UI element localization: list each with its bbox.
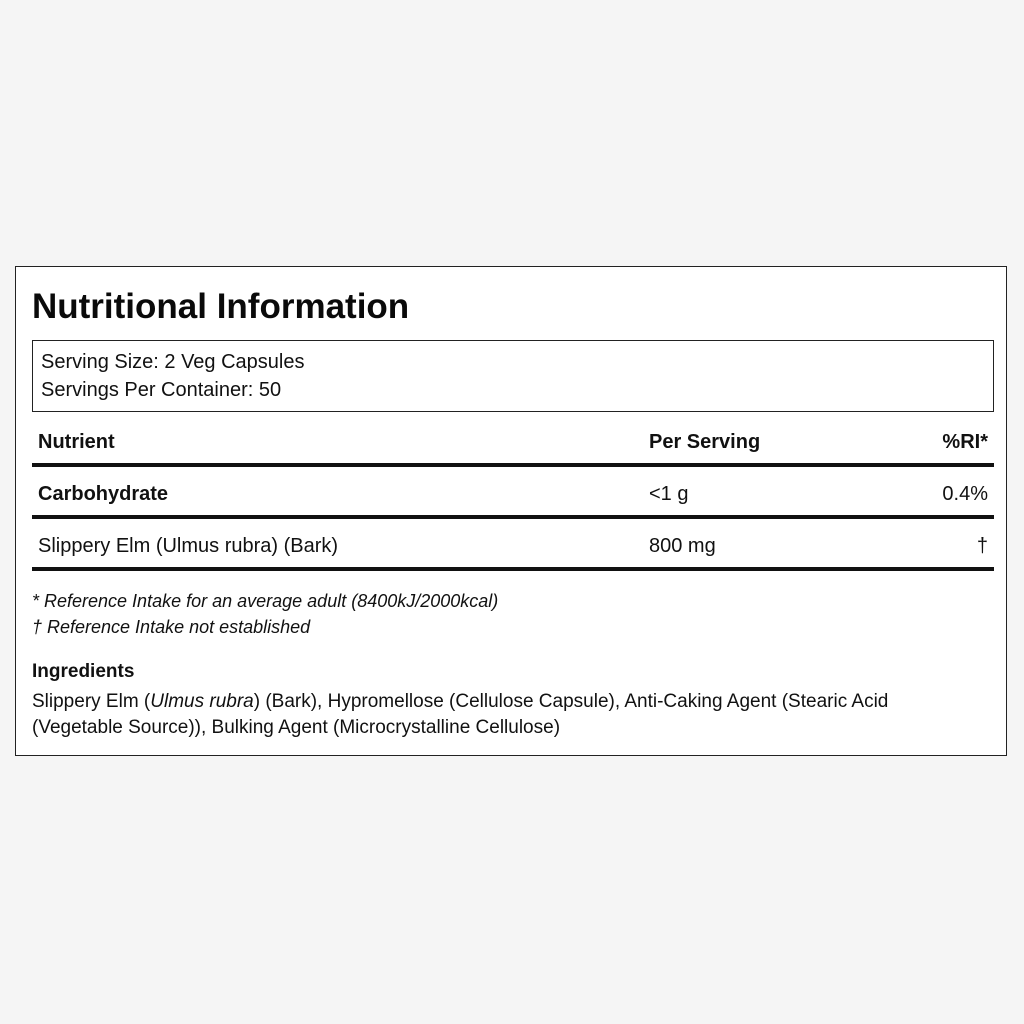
table-header-row [32, 427, 994, 467]
header-nutrient: Nutrient [38, 431, 115, 453]
nutrient-ri: † [976, 535, 988, 557]
ingredients-text-part1: Slippery Elm ( [32, 691, 151, 712]
nutrient-ri: 0.4% [942, 483, 988, 505]
page-title: Nutritional Information [32, 287, 410, 326]
nutrition-panel [15, 266, 1007, 756]
nutrient-name: Slippery Elm (Ulmus rubra) (Bark) [38, 535, 339, 557]
header-ri: %RI* [942, 431, 988, 453]
header-per-serving: Per Serving [649, 431, 761, 453]
nutrient-amount: <1 g [649, 483, 689, 505]
table-row [32, 467, 994, 519]
nutrient-amount: 800 mg [649, 535, 716, 557]
footnote-reference-intake: * Reference Intake for an average adult (8400kJ/2000kcal) [32, 591, 499, 611]
ingredients-latin-name: Ulmus rubra [150, 691, 254, 712]
ingredients-heading: Ingredients [32, 661, 135, 682]
nutrient-table [32, 427, 994, 571]
serving-info-box [32, 340, 994, 412]
footnote-not-established: † Reference Intake not established [32, 617, 311, 637]
servings-per-container: Servings Per Container: 50 [41, 379, 282, 401]
nutrient-name: Carbohydrate [38, 483, 169, 505]
ingredients-list [32, 689, 982, 741]
ingredients-text-part2: ) (Bark), Hypromellose (Cellulose Capsule), Anti-Caking Agent (Stearic Acid (Vegetable Source)), Bulking Agent (Microcrystalline Cellulose) [32, 691, 889, 738]
serving-size: Serving Size: 2 Veg Capsules [41, 351, 305, 373]
table-row [32, 519, 994, 571]
